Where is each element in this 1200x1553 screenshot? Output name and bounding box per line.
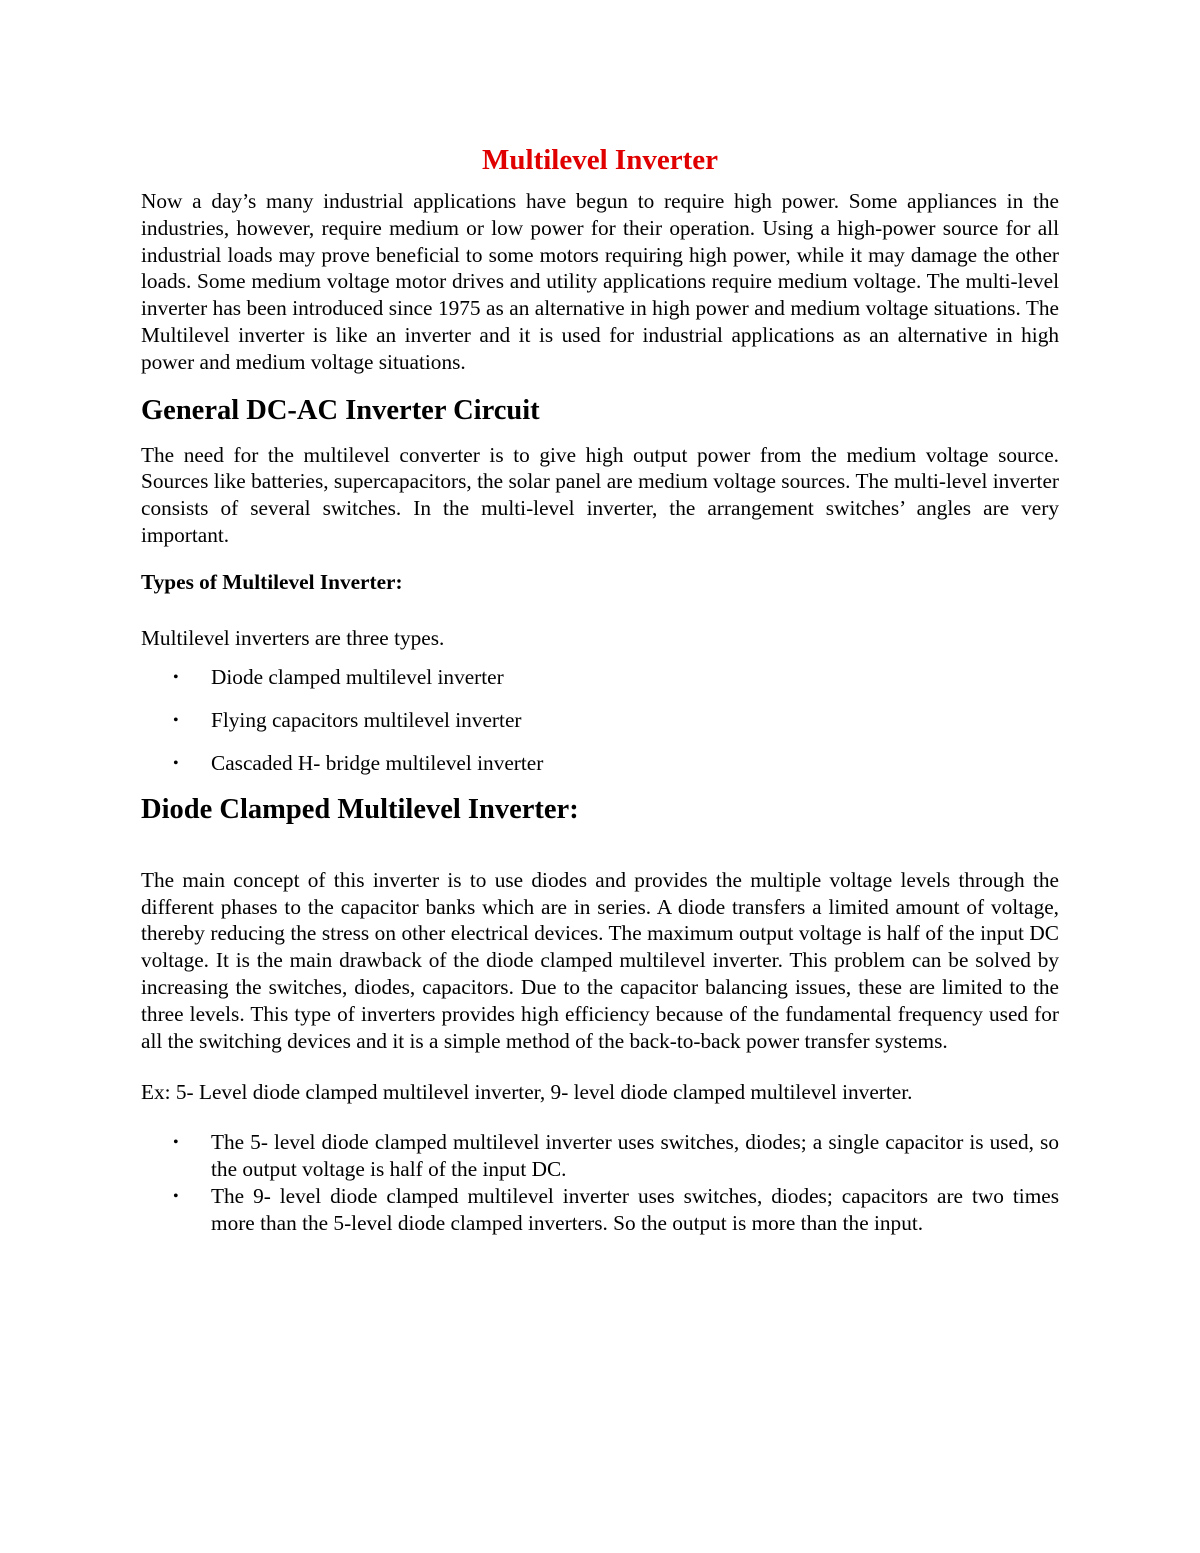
section-heading-general-dc-ac: General DC-AC Inverter Circuit — [141, 394, 540, 426]
list-item-text: Flying capacitors multilevel inverter — [211, 707, 522, 732]
list-item-text: Cascaded H- bridge multilevel inverter — [211, 750, 544, 775]
diode-clamped-points — [141, 1129, 1059, 1237]
intro-paragraph: Now a day’s many industrial applications have begun to require high power. Some appliances in the industries, however, require medium or low power for their operation. Using a high-power source for all industrial loads may prove beneficial to some motors requiring high power, while it may damage the other loads. Some medium voltage motor drives and utility applications require medium voltage. The multi-level inverter has been introduced since 1975 as an alternative in high power and medium voltage situations. The Multilevel inverter is like an inverter and it is used for industrial applications as an alternative in high power and medium voltage situations. — [141, 189, 1059, 374]
list-item — [141, 1183, 1059, 1237]
section-paragraph-general-dc-ac: The need for the multilevel converter is to give high output power from the medium voltage source. Sources like batteries, supercapacitors, the solar panel are medium voltage sources. The multi-level inverter consists of several switches. In the multi-level inverter, the arrangement switches’ angles are very important. — [141, 442, 1059, 547]
list-item — [141, 707, 1059, 734]
bullet-icon: • — [173, 711, 179, 729]
document-page — [141, 140, 1059, 1237]
list-item — [141, 750, 1059, 777]
list-item — [141, 664, 1059, 691]
page-title: Multilevel Inverter — [482, 144, 718, 176]
types-list — [141, 664, 1059, 777]
list-item-text: The 5- level diode clamped multilevel inverter uses switches, diodes; a single capacitor is used, so the output voltage is half of the input DC. — [211, 1130, 1059, 1182]
bullet-icon: • — [173, 1134, 179, 1152]
section-heading-diode-clamped: Diode Clamped Multilevel Inverter: — [141, 793, 579, 825]
bullet-icon: • — [173, 668, 179, 686]
list-item — [141, 1129, 1059, 1183]
bullet-icon: • — [173, 754, 179, 772]
example-line: Ex: 5- Level diode clamped multilevel inverter, 9- level diode clamped multilevel inverter. — [141, 1080, 913, 1105]
section-paragraph-diode-clamped: The main concept of this inverter is to use diodes and provides the multiple voltage levels through the different phases to the capacitor banks which are in series. A diode transfers a limited amount of voltage, thereby reducing the stress on other electrical devices. The maximum output voltage is half of the input DC voltage. It is the main drawback of the diode clamped multilevel inverter. This problem can be solved by increasing the switches, diodes, capacitors. Due to the capacitor balancing issues, these are limited to the three levels. This type of inverters provides high efficiency because of the fundamental frequency used for all the switching devices and it is a simple method of the back-to-back power transfer systems. — [141, 867, 1059, 1053]
types-intro: Multilevel inverters are three types. — [141, 625, 445, 650]
bullet-icon: • — [173, 1188, 179, 1206]
subheading-types: Types of Multilevel Inverter: — [141, 569, 403, 594]
list-item-text: The 9- level diode clamped multilevel inverter uses switches, diodes; capacitors are two times more than the 5-level diode clamped inverters. So the output is more than the input. — [211, 1184, 1059, 1236]
list-item-text: Diode clamped multilevel inverter — [211, 664, 504, 689]
